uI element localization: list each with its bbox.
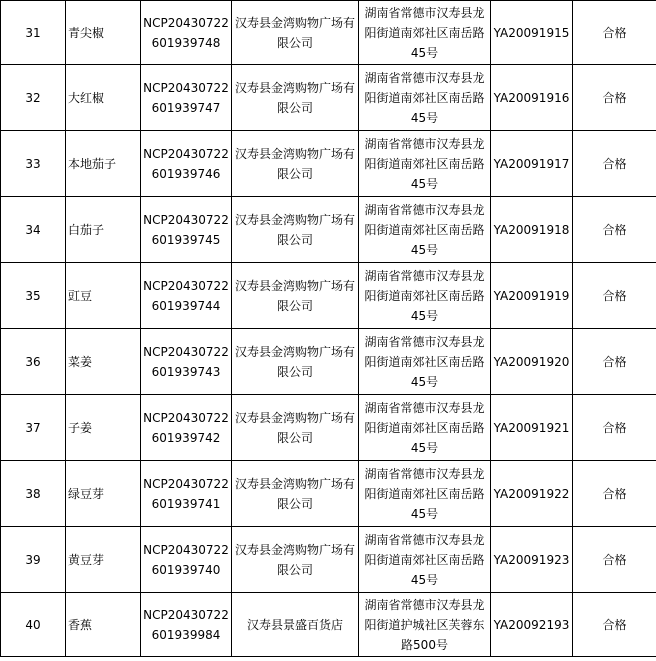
sampled-entity: 汉寿县金湾购物广场有限公司 [232,131,359,197]
row-number: 35 [1,263,66,329]
sample-code: NCP20430722601939745 [141,197,232,263]
row-number: 31 [1,1,66,65]
sample-code: NCP20430722601939743 [141,329,232,395]
sample-name: 黄豆芽 [66,527,141,593]
sample-name: 绿豆芽 [66,461,141,527]
row-number: 40 [1,593,66,657]
table-row [1,263,656,329]
sampled-entity: 汉寿县金湾购物广场有限公司 [232,461,359,527]
entity-address: 湖南省常德市汉寿县龙阳街道南郊社区南岳路45号 [359,461,491,527]
sample-name: 子姜 [66,395,141,461]
sample-code: NCP20430722601939741 [141,461,232,527]
table-row [1,65,656,131]
sample-name: 香蕉 [66,593,141,657]
test-result: 合格 [573,329,656,395]
sampled-entity: 汉寿县金湾购物广场有限公司 [232,395,359,461]
sampled-entity: 汉寿县金湾购物广场有限公司 [232,197,359,263]
sample-code: NCP20430722601939984 [141,593,232,657]
entity-address: 湖南省常德市汉寿县龙阳街道南郊社区南岳路45号 [359,1,491,65]
entity-address: 湖南省常德市汉寿县龙阳街道南郊社区南岳路45号 [359,197,491,263]
report-number: YA20091917 [491,131,573,197]
test-result: 合格 [573,395,656,461]
table-row [1,593,656,657]
report-number: YA20091918 [491,197,573,263]
test-result: 合格 [573,65,656,131]
sample-name: 大红椒 [66,65,141,131]
sampled-entity: 汉寿县金湾购物广场有限公司 [232,329,359,395]
entity-address: 湖南省常德市汉寿县龙阳街道护城社区芙蓉东路500号 [359,593,491,657]
report-number: YA20091923 [491,527,573,593]
table-row [1,197,656,263]
sample-code: NCP20430722601939746 [141,131,232,197]
sample-code: NCP20430722601939742 [141,395,232,461]
report-number: YA20091921 [491,395,573,461]
sampled-entity: 汉寿县金湾购物广场有限公司 [232,65,359,131]
row-number: 39 [1,527,66,593]
table-row [1,395,656,461]
row-number: 36 [1,329,66,395]
test-result: 合格 [573,263,656,329]
row-number: 38 [1,461,66,527]
sample-name: 白茄子 [66,197,141,263]
table-row [1,329,656,395]
sampled-entity: 汉寿县金湾购物广场有限公司 [232,1,359,65]
entity-address: 湖南省常德市汉寿县龙阳街道南郊社区南岳路45号 [359,131,491,197]
sample-name: 菜姜 [66,329,141,395]
report-number: YA20091915 [491,1,573,65]
row-number: 34 [1,197,66,263]
test-result: 合格 [573,131,656,197]
table-row [1,461,656,527]
sampled-entity: 汉寿县金湾购物广场有限公司 [232,527,359,593]
report-number: YA20091919 [491,263,573,329]
report-number: YA20091920 [491,329,573,395]
sample-name: 青尖椒 [66,1,141,65]
sample-code: NCP20430722601939744 [141,263,232,329]
table-row [1,131,656,197]
test-result: 合格 [573,461,656,527]
entity-address: 湖南省常德市汉寿县龙阳街道南郊社区南岳路45号 [359,263,491,329]
test-result: 合格 [573,197,656,263]
table-row [1,527,656,593]
table-row [1,1,656,65]
sampled-entity: 汉寿县景盛百货店 [232,593,359,657]
sample-code: NCP20430722601939748 [141,1,232,65]
sample-code: NCP20430722601939747 [141,65,232,131]
test-result: 合格 [573,1,656,65]
sample-code: NCP20430722601939740 [141,527,232,593]
entity-address: 湖南省常德市汉寿县龙阳街道南郊社区南岳路45号 [359,329,491,395]
sample-name: 本地茄子 [66,131,141,197]
sample-name: 豇豆 [66,263,141,329]
test-result: 合格 [573,593,656,657]
report-number: YA20091922 [491,461,573,527]
row-number: 32 [1,65,66,131]
report-number: YA20091916 [491,65,573,131]
entity-address: 湖南省常德市汉寿县龙阳街道南郊社区南岳路45号 [359,395,491,461]
row-number: 33 [1,131,66,197]
entity-address: 湖南省常德市汉寿县龙阳街道南郊社区南岳路45号 [359,65,491,131]
sampled-entity: 汉寿县金湾购物广场有限公司 [232,263,359,329]
report-number: YA20092193 [491,593,573,657]
entity-address: 湖南省常德市汉寿县龙阳街道南郊社区南岳路45号 [359,527,491,593]
test-result: 合格 [573,527,656,593]
row-number: 37 [1,395,66,461]
